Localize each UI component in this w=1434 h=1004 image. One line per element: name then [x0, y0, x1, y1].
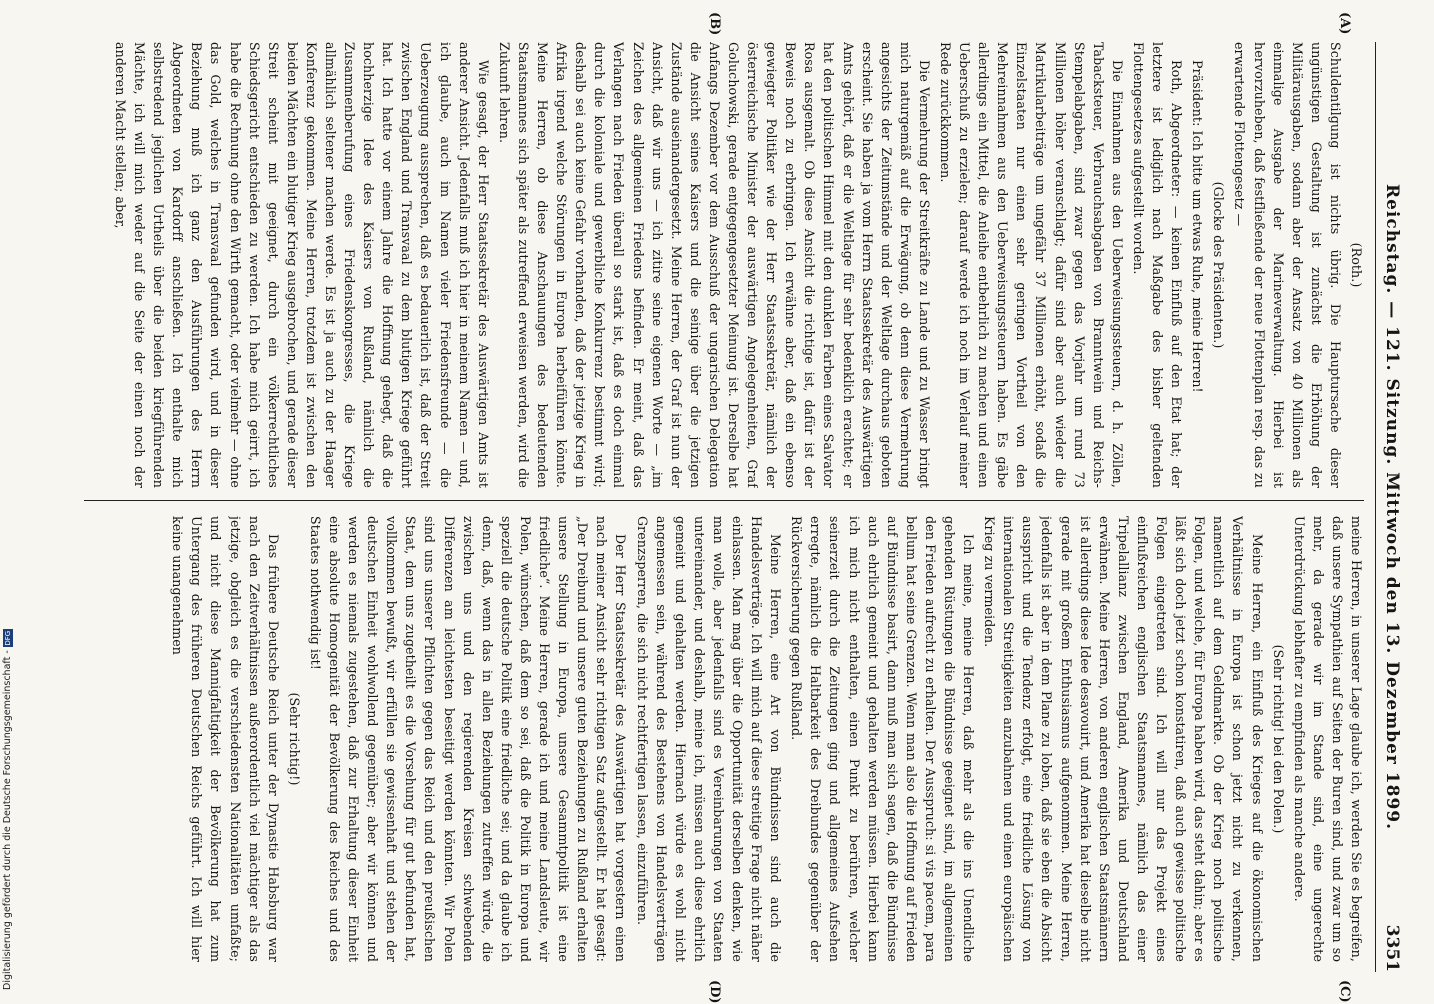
- column-right: [76, 516, 1366, 962]
- stage-direction: (Glocke des Präsidenten.): [1211, 181, 1227, 349]
- footer-credit: [2, 10, 13, 990]
- paragraph: Meine Herren, ein Einfluß des Krieges auf die ökonomischen Verhältnisse in Europa ist schon jetzt nicht zu verkennen, namentlich auf dem Geldmarkte. Ob der Krieg noch politische Folgen, und welche, für Europa haben wird, das steht dahin; aber es läßt sich doch jetzt schon konstatiren, daß auch gewisse politische Folgen eingetreten sind. Ich will nur das Projekt eines einflußreichen englischen Staatsmannes, nämlich das einer Tripelallianz zwischen England, Amerika und Deutschland erwähnen. Meine Herren, von anderen englischen Staatsmännern ist allerdings diese Idee desavouirt, und Amerika hat dieselbe nicht gerade mit großem Enthusiasmus aufgenommen. Meine Herren, jedenfalls ist aber in dem Plane zu loben, daß sie eben die Absicht ausspricht und die Tendenz erfolgt, eine friedliche Lösung von internationalen Streitigkeiten anzubahnen und einen europäischen Krieg zu vermeiden.: [982, 516, 1265, 962]
- margin-label-d: (D): [707, 980, 722, 1004]
- page-number: 3351: [1382, 924, 1402, 972]
- margin-label-b: (B): [707, 12, 722, 36]
- paragraph: Ich meine, meine Herren, daß mehr als die ins Unendliche gehenden Rüstungen die Bündnisse geeignet sind, im allgemeinen den Frieden aufrecht zu erhalten. Der Ausspruch: si vis pacem, para bellum hat seine Grenzen. Wenn man also die Hoffnung auf Frieden auf Bündnisse basirt, dann muß man sich sagen, daß die Bündnisse auch ehrlich gemeint und gehalten werden müssen. Hierbei kann ich mich nicht enthalten, einen Punkt zu berühren, welcher seinerzeit durch die Zeitungen ging und allgemeines Aufsehen erregte, nämlich die Haltbarkeit des Dreibundes gegenüber der Rückversicherung gegen Rußland.: [789, 516, 977, 962]
- footer-credit-text: Digitalisierung gefördert durch die Deutsche Forschungsgemeinschaft -: [2, 650, 13, 990]
- page-header: [1375, 42, 1402, 972]
- paragraph: Wie gesagt, der Herr Staatssekretär des Auswärtigen Amts ist anderer Ansicht. Jedenfalls muß ich hier in meinem Namen — und, ich glaube, auch im Namen vieler Friedensfreunde — die Ueberzeugung aussprechen, daß es bedauerlich ist, daß der Streit zwischen England und Transvaal zu dem blutigen Kriege geführt hat. Ich hatte vor einem Jahre die Hoffnung gehegt, daß die hochherzige Idee des Kaisers von Rußland, nämlich die Zusammenberufung eines Friedenskongresses, die Kriege allmählich seltener machen werde. Es ist ja auch zu der Haager Konferenz gekommen. Meine Herren, trotzdem ist zwischen den beiden Mächten ein blutiger Krieg ausgebrochen, und gerade dieser Streit scheint mit geeignet, durch ein völkerrechtliches Schiedsgericht entschieden zu werden. Ich habe mich geirrt, ich habe die Rechnung ohne den Wirth gemacht, oder vielmehr — ohne das Gold, welches in Transvaal gefunden wird, und in dieser Beziehung muß ich ganz den Ausführungen des Herrn Abgeordneten von Kardorff anschließen. Ich enthalte mich selbstredend jeglichen Urtheils über die beiden kriegführenden Mächte, ich will mich weder auf die Seite der einen noch der anderen Macht stellen; aber,: [113, 42, 491, 488]
- stage-direction: (Sehr richtig!): [286, 692, 302, 786]
- paragraph: Der Herr Staatssekretär des Auswärtigen hat vorgestern einen nach meiner Ansicht sehr richtigen Satz aufgestellt. Er hat gesagt: „Der Dreibund und unsere guten Beziehungen zu Rußland erhalten unsere Stellung in Europa, unsere Gesammtpolitik ist eine friedliche“. Meine Herren, gerade ich und meine Landsleute, wir Polen, wünschen, daß dem so sei, daß die Politik in Europa und speziell die deutsche Politik eine friedliche sei; und da glaube ich denn, daß, wenn das in allen Beziehungen zutreffen würde, die zwischen uns und den regierenden Kreisen schwebenden Differenzen am leichtesten beseitigt werden könnten. Wir Polen sind uns unserer Pflichten gegen das Reich und den preußischen Staat, dem uns zugetheilt es die Vorsehung für gut befunden hat, vollkommen bewußt, wir erfüllen sie gewissenhaft und stehen der deutschen Einheit wohlwollend gegenüber; aber wir können und werden es niemals zugestehen, daß zur Erhaltung dieser Einheit eine absolute Homogenität der Bevölkerung des Reiches und des Staates nothwendig ist!: [307, 516, 629, 962]
- paragraph: meine Herren, in unserer Lage glaube ich, werden Sie es begreifen, daß unsere Sympathien auf Seiten der Buren sind, und zwar um so mehr, da gerade wir im Stande sind, eine ungerechte Unterdrückung lebhafter zu empfinden als manche andere.: [1291, 516, 1364, 962]
- margin-label-c: (C): [1337, 980, 1352, 1003]
- margin-label-a: (A): [1337, 12, 1352, 35]
- column-left: [76, 42, 1366, 488]
- stage-direction: (Sehr richtig! bei den Polen.): [1270, 644, 1286, 834]
- header-title: Reichstag. — 121. Sitzung. Mittwoch den 13. Dezember 1899.: [1382, 183, 1402, 831]
- paragraph: Meine Herren, eine Art von Bündnissen sind auch die Handelsverträge. Ich will mich auf diese streitige Frage nicht näher einlassen. Man mag über die Opportunität derselben denken, wie man wolle, aber jedenfalls sind es Vereinbarungen von Staaten untereinander, und deshalb, meine ich, müssen auch diese ehrlich gemeint und gehalten werden. Hiernach würde es wohl nicht angemessen sein, während des Bestehens von Handelsverträgen Grenzsperren, die sich nicht rechtfertigen lassen, einzuführen.: [634, 516, 784, 962]
- dfg-logo: DFG: [3, 630, 12, 646]
- speaker-marker: (Roth.): [1349, 242, 1364, 288]
- paragraph: Die Vermehrung der Streitkräfte zu Lande und zu Wasser bringt mich naturgemäß auf die Erwägung, ob denn diese Vermehrung angesichts der Zeitumstände und der Weltlage durchaus geboten erscheint. Sie haben ja vom Herrn Staatssekretär des Auswärtigen Amts gehört, daß er die Weltlage für sehr bedenklich erachtet; er hat den politischen Himmel mit den dunklen Farben eines Salvator Rosa ausgemalt. Ob diese Ansicht die richtige ist, dafür ist der Beweis noch zu erbringen. Ich erwähne aber, daß ein ebenso gewiegter Politiker wie der Herr Staatssekretär, nämlich der österreichische Minister der auswärtigen Angelegenheiten, Graf Goluchowski, gerade entgegengesetzter Meinung ist. Derselbe hat Anfangs Dezember vor dem Ausschuß der ungarischen Delegation die Ansicht seines Kaisers und die seinige über die jetzigen Zustände auseinandergesetzt. Meine Herren, der Graf ist nun der Ansicht, daß wir uns — ich zitire seine eigenen Worte — „im Zeichen des allgemeinen Friedens befinden. Er meint, daß das Verlangen nach Frieden überall so stark ist, daß es doch einmal durch die koloniale und gewerbliche Konkurrenz bestimmt wird; deshalb sei auch keine Gefahr vorhanden, daß der jetzige Krieg in Afrika irgend welche Störungen in Europa herbeiführen könnte. Meine Herren, ob diese Anschauungen des bedeutenden Staatsmannes sich später als zutreffend erweisen werden, wird die Zukunft lehren.: [496, 42, 932, 488]
- paragraph: Die Einnahmen aus den Ueberweisungssteuern, d. h. Zöllen, Tabacksteuer, Verbrauchsabgaben von Branntwein und Reichs-Stempelabgaben, sind zwar gegen das Vorjahr um rund 73 Millionen höher veranschlagt; dafür sind aber auch wieder die Matrikularbeiträge um ungefähr 37 Millionen erhöht, sodaß die Einzelstaaten nur einen sehr geringen Vortheil von den Mehreinnahmen aus den Ueberweisungssteuern haben. Es gäbe allerdings ein Mittel, die Anleihe entbehrlich zu machen und einen Ueberschuß zu erzielen; darauf werde ich noch im Verlauf meiner Rede zurückkommen.: [938, 42, 1125, 488]
- column-divider: [84, 500, 1364, 501]
- paragraph: Schuldentilgung ist nichts übrig. Die Hauptursache dieser ungünstigen Gestaltung ist zunächst die Erhöhung der Militärausgaben, sodann aber der Ansatz von 40 Millionen als einmalige Ausgabe der Marineverwaltung. Hierbei ist hervorzuheben, daß festfließende der neue Flottenplan resp. das zu erwartende Flottengesetz —: [1232, 42, 1343, 488]
- paragraph: Präsident: Ich bitte um etwas Ruhe, meine Herren!: [1190, 60, 1206, 393]
- footer-strip: [0, 0, 26, 998]
- paragraph: Roth, Abgeordneter: — keinen Einfluß auf den Etat hat; der letztere ist lediglich nach Maßgabe des bisher geltenden Flottengesetzes aufgestellt worden.: [1130, 42, 1185, 488]
- paragraph: Das frühere Deutsche Reich unter der Dynastie Habsburg war nach den Zeitverhältnissen außerordentlich viel mächtiger als das jetzige, obgleich es die verschiedensten Nationalitäten umfaßte; und nicht diese Mannigfaltigkeit der Bevölkerung hat zum Untergang des früheren Deutschen Reichs geführt. Ich will hier keine unangenehmen: [170, 516, 281, 962]
